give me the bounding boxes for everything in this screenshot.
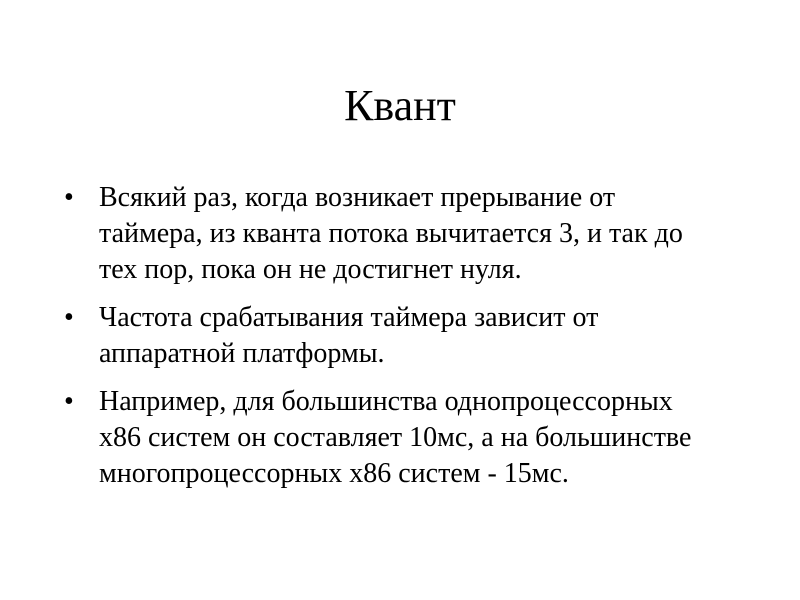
bullet-marker: •: [64, 302, 74, 333]
bullet-item: [64, 384, 714, 492]
bullet-marker: •: [64, 386, 74, 417]
bullet-marker: •: [64, 182, 74, 213]
bullet-item: [64, 180, 714, 288]
bullet-list: [64, 180, 714, 504]
bullet-item: [64, 300, 714, 372]
bullet-text: Например, для большинства однопроцессорных x86 систем он составляет 10мс, а на большинстве многопроцессорных x86 систем - 15мс.: [99, 386, 692, 489]
slide-title: Квант: [344, 81, 456, 130]
bullet-text: Частота срабатывания таймера зависит от аппаратной платформы.: [99, 302, 599, 369]
bullet-text: Всякий раз, когда возникает прерывание от таймера, из кванта потока вычитается 3, и так до тех пор, пока он не достигнет нуля.: [99, 182, 683, 285]
